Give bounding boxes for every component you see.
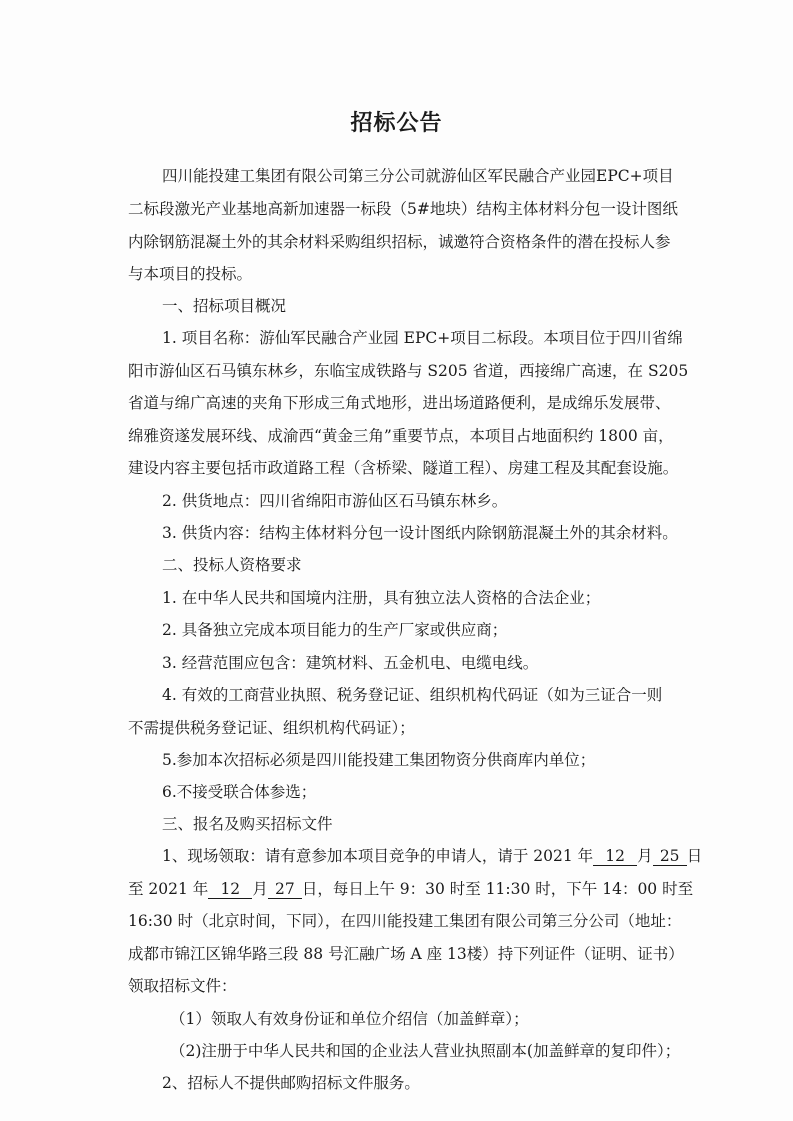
section1-item1-line-5: 建设内容主要包括市政道路工程（含桥梁、隧道工程）、房建工程及其配套设施。	[128, 459, 679, 477]
day-label: 日	[686, 847, 703, 865]
section3-item1-line-1	[162, 846, 702, 866]
section3-sub1: （1）领取人有效身份证和单位介绍信（加盖鲜章）；	[170, 1010, 529, 1028]
section2-item4-line-2: 不需提供税务登记证、组织机构代码证）；	[128, 719, 415, 737]
document-title: 招标公告	[350, 111, 443, 136]
section3-item1-line-3: 16:30 时（北京时间，下同），在四川能投建工集团有限公司第三分公司（地址：	[128, 912, 682, 930]
section3-item1-line-2	[128, 879, 693, 899]
section1-heading: 一、招标项目概况	[162, 297, 287, 315]
section3-item1-line-4: 成都市锦江区锦华路三段 88 号汇融广场 A 座 13楼）持下列证件（证明、证书）	[128, 945, 684, 963]
section1-item1-line-4: 绵雅资遂发展环线、成渝西“黄金三角”重要节点，本项目占地面积约 1800 亩，	[128, 427, 674, 445]
month-label: 月	[252, 880, 268, 898]
intro-line-3: 内除钢筋混凝土外的其余材料采购组织招标，诚邀符合资格条件的潜在投标人参	[128, 233, 671, 251]
section1-item1-line-3: 省道与绵广高速的夹角下形成三角式地形，进出场道路便利，是成绵乐发展带、	[128, 394, 671, 412]
section2-heading: 二、投标人资格要求	[162, 556, 302, 574]
start-month-value: 12	[593, 848, 637, 866]
section3-item1-text-c: 日，每日上午 9：30 时至 11:30 时，下午 14：00 时至	[301, 880, 694, 898]
section3-sub2: （2)注册于中华人民共和国的企业法人营业执照副本(加盖鲜章的复印件）；	[170, 1042, 681, 1060]
section1-item1-line-2: 阳市游仙区石马镇东林乡，东临宝成铁路与 S205 省道，西接绵广高速，在 S205	[128, 362, 689, 380]
section3-item1-text-a: 1、现场领取：请有意参加本项目竞争的申请人，请于 2021 年	[162, 847, 594, 865]
section2-item1: 1. 在中华人民共和国境内注册，具有独立法人资格的合法企业；	[162, 589, 601, 607]
month-label: 月	[637, 847, 653, 865]
section3-item1-line-5: 领取招标文件：	[128, 977, 237, 995]
end-day-value: 27	[268, 881, 302, 899]
section2-item2: 2. 具备独立完成本项目能力的生产厂家或供应商；	[162, 621, 508, 639]
section1-item3: 3. 供货内容：结构主体材料分包一设计图纸内除钢筋混凝土外的其余材料。	[162, 524, 678, 542]
intro-line-1: 四川能投建工集团有限公司第三分公司就游仙区军民融合产业园EPC+项目	[162, 167, 674, 185]
section1-item2: 2. 供货地点：四川省绵阳市游仙区石马镇东林乡。	[162, 492, 508, 510]
section2-item5: 5.参加本次招标必须是四川能投建工集团物资分供商库内单位；	[162, 751, 596, 769]
section3-item1-text-b: 至 2021 年	[128, 880, 209, 898]
end-month-value: 12	[208, 881, 252, 899]
section3-item2: 2、招标人不提供邮购招标文件服务。	[162, 1074, 420, 1092]
section2-item6: 6.不接受联合体参选；	[162, 783, 317, 801]
section3-heading: 三、报名及购买招标文件	[162, 815, 333, 833]
section2-item4-line-1: 4. 有效的工商营业执照、税务登记证、组织机构代码证（如为三证合一则	[162, 686, 663, 704]
intro-line-2: 二标段激光产业基地高新加速器一标段（5#地块）结构主体材料分包一设计图纸	[128, 200, 678, 218]
intro-line-4: 与本项目的投标。	[128, 265, 253, 283]
section1-item1-line-1: 1. 项目名称：游仙军民融合产业园 EPC+项目二标段。本项目位于四川省绵	[162, 329, 683, 347]
section2-item3: 3. 经营范围应包含：建筑材料、五金机电、电缆电线。	[162, 654, 539, 672]
start-day-value: 25	[653, 848, 687, 866]
